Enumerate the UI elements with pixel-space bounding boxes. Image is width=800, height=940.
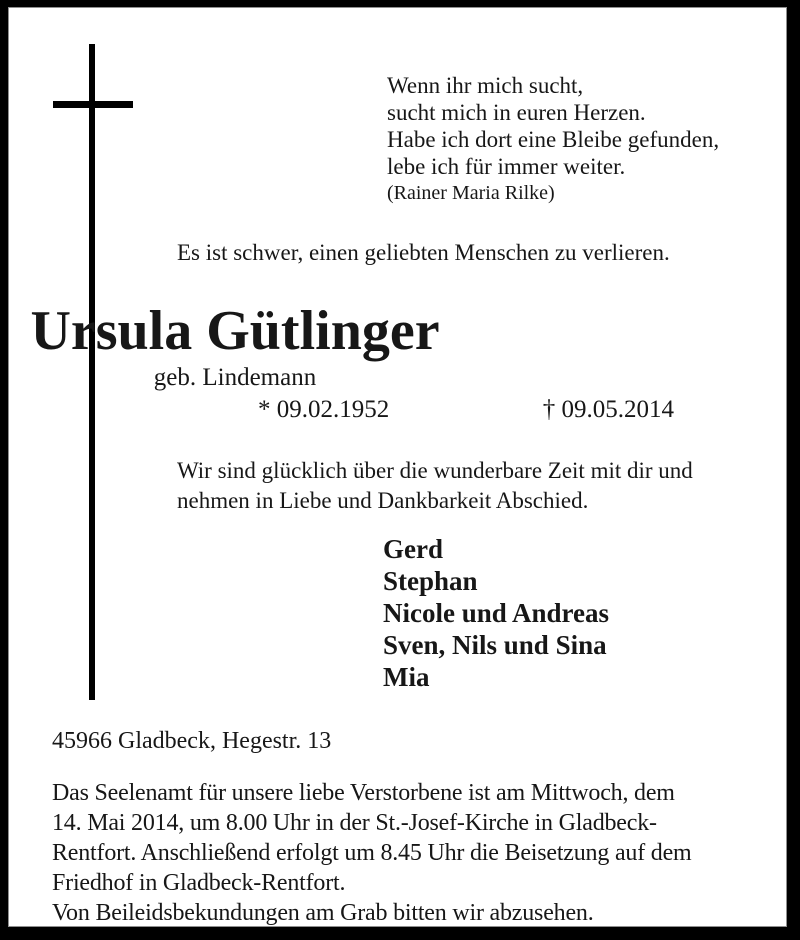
poem-line: sucht mich in euren Herzen.	[387, 100, 646, 125]
mourner-name: Mia	[383, 662, 430, 692]
mourners-list	[383, 533, 609, 693]
intro-sentence: Es ist schwer, einen geliebten Menschen zu verlieren.	[177, 240, 670, 265]
maiden-name: geb. Lindemann	[153, 364, 317, 391]
mourner-name: Sven, Nils und Sina	[383, 630, 607, 660]
poem-line: Habe ich dort eine Bleibe gefunden,	[387, 127, 720, 152]
birth-date: * 09.02.1952	[258, 396, 390, 423]
frame-border-left	[0, 0, 8, 940]
cross-horizontal-bar	[53, 101, 133, 108]
service-line: Rentfort. Anschließend erfolgt um 8.45 Uhr die Beisetzung auf dem	[52, 840, 692, 866]
death-date: † 09.05.2014	[542, 396, 674, 423]
poem	[387, 72, 719, 207]
farewell-line: nehmen in Liebe und Dankbarkeit Abschied.	[177, 488, 589, 513]
deceased-name: Ursula Gütlinger	[30, 300, 440, 362]
poem-line: lebe ich für immer weiter.	[387, 154, 626, 179]
poem-attribution: (Rainer Maria Rilke)	[387, 182, 555, 204]
service-line: 14. Mai 2014, um 8.00 Uhr in der St.-Josef-Kirche in Gladbeck-	[52, 810, 657, 836]
mourner-name: Gerd	[383, 534, 443, 564]
service-line: Das Seelenamt für unsere liebe Verstorbene ist am Mittwoch, dem	[52, 780, 675, 806]
frame-border-right	[787, 0, 800, 940]
life-dates	[258, 396, 674, 424]
frame-border-bottom	[0, 927, 800, 940]
frame-border-top	[0, 0, 800, 7]
farewell-line: Wir sind glücklich über die wunderbare Zeit mit dir und	[177, 458, 693, 483]
farewell-text	[177, 456, 693, 516]
mourner-name: Nicole und Andreas	[383, 598, 610, 628]
service-line: Friedhof in Gladbeck-Rentfort.	[52, 870, 346, 896]
address-line: 45966 Gladbeck, Hegestr. 13	[52, 728, 332, 754]
service-info	[52, 778, 692, 928]
service-line: Von Beileidsbekundungen am Grab bitten wir abzusehen.	[52, 900, 594, 926]
poem-line: Wenn ihr mich sucht,	[387, 73, 584, 98]
mourner-name: Stephan	[383, 566, 478, 596]
